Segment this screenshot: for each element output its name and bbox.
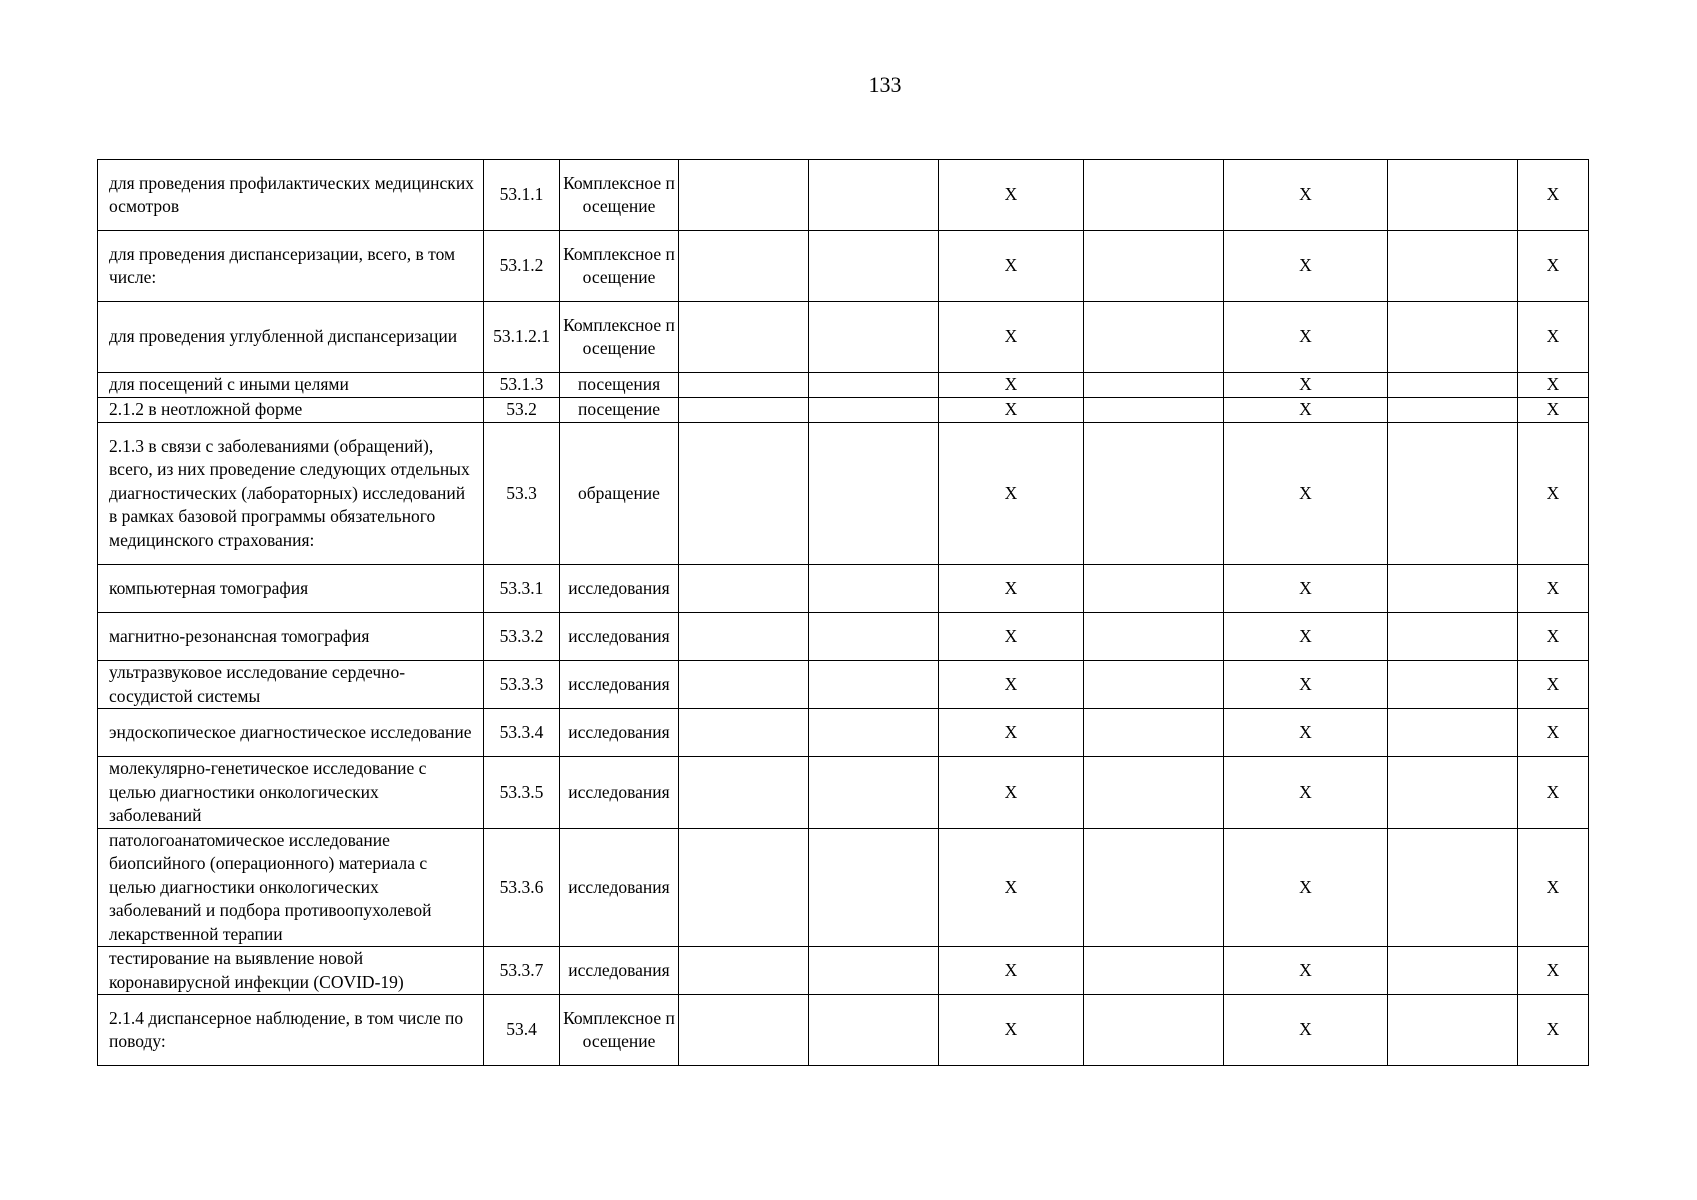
row-unit: посещение	[560, 398, 679, 423]
x-mark: X	[1518, 947, 1589, 995]
row-name: магнитно-резонансная томография	[98, 613, 484, 661]
row-code: 53.1.2	[484, 231, 560, 302]
empty-cell	[1084, 757, 1224, 829]
x-mark: X	[1518, 709, 1589, 757]
table-row	[98, 373, 1589, 398]
row-code: 53.3.5	[484, 757, 560, 829]
table-row	[98, 231, 1589, 302]
empty-cell	[1388, 661, 1518, 709]
empty-cell	[809, 613, 939, 661]
empty-cell	[679, 613, 809, 661]
empty-cell	[679, 231, 809, 302]
x-mark: X	[939, 661, 1084, 709]
x-mark: X	[1224, 423, 1388, 565]
row-unit: исследования	[560, 661, 679, 709]
x-mark: X	[1518, 828, 1589, 947]
empty-cell	[809, 373, 939, 398]
empty-cell	[679, 661, 809, 709]
empty-cell	[1084, 709, 1224, 757]
row-name: для проведения диспансеризации, всего, в том числе:	[98, 231, 484, 302]
x-mark: X	[939, 231, 1084, 302]
empty-cell	[679, 995, 809, 1066]
x-mark: X	[939, 302, 1084, 373]
x-mark: X	[1224, 947, 1388, 995]
row-code: 53.4	[484, 995, 560, 1066]
empty-cell	[1388, 947, 1518, 995]
row-name: молекулярно-генетическое исследование с целью диагностики онкологических заболеваний	[98, 757, 484, 829]
empty-cell	[1388, 373, 1518, 398]
empty-cell	[809, 661, 939, 709]
x-mark: X	[1518, 565, 1589, 613]
row-code: 53.3.4	[484, 709, 560, 757]
empty-cell	[679, 160, 809, 231]
row-unit: исследования	[560, 828, 679, 947]
empty-cell	[1084, 231, 1224, 302]
empty-cell	[1388, 398, 1518, 423]
row-unit: исследования	[560, 947, 679, 995]
row-unit: посещения	[560, 373, 679, 398]
empty-cell	[1388, 995, 1518, 1066]
empty-cell	[1084, 565, 1224, 613]
row-code: 53.1.2.1	[484, 302, 560, 373]
table-row	[98, 613, 1589, 661]
row-code: 53.3.6	[484, 828, 560, 947]
empty-cell	[809, 709, 939, 757]
x-mark: X	[1518, 231, 1589, 302]
x-mark: X	[1224, 709, 1388, 757]
row-name: патологоанатомическое исследование биопсийного (операционного) материала с целью диагностики онкологических заболеваний и подбора противоопухолевой лекарственной терапии	[98, 828, 484, 947]
row-name: ультразвуковое исследование сердечно-сосудистой системы	[98, 661, 484, 709]
empty-cell	[1388, 231, 1518, 302]
row-name: 2.1.2 в неотложной форме	[98, 398, 484, 423]
empty-cell	[809, 302, 939, 373]
x-mark: X	[1518, 995, 1589, 1066]
x-mark: X	[939, 160, 1084, 231]
row-name: 2.1.3 в связи с заболеваниями (обращений), всего, из них проведение следующих отдельных диагностических (лабораторных) исследований в рамках базовой программы обязательного медицинского страхования:	[98, 423, 484, 565]
empty-cell	[1084, 828, 1224, 947]
empty-cell	[809, 565, 939, 613]
x-mark: X	[939, 565, 1084, 613]
table-row	[98, 661, 1589, 709]
row-unit: исследования	[560, 709, 679, 757]
table-row	[98, 565, 1589, 613]
row-code: 53.3.2	[484, 613, 560, 661]
empty-cell	[1084, 661, 1224, 709]
empty-cell	[1084, 995, 1224, 1066]
x-mark: X	[1518, 302, 1589, 373]
empty-cell	[679, 828, 809, 947]
x-mark: X	[939, 995, 1084, 1066]
empty-cell	[1388, 302, 1518, 373]
data-table	[97, 159, 1589, 1066]
x-mark: X	[939, 947, 1084, 995]
row-name: тестирование на выявление новой коронавирусной инфекции (COVID-19)	[98, 947, 484, 995]
table-row	[98, 398, 1589, 423]
x-mark: X	[939, 373, 1084, 398]
row-name: для проведения углубленной диспансеризации	[98, 302, 484, 373]
table-row	[98, 828, 1589, 947]
table-row	[98, 757, 1589, 829]
empty-cell	[1388, 423, 1518, 565]
row-name: эндоскопическое диагностическое исследование	[98, 709, 484, 757]
row-name: 2.1.4 диспансерное наблюдение, в том числе по поводу:	[98, 995, 484, 1066]
x-mark: X	[1224, 613, 1388, 661]
x-mark: X	[1224, 160, 1388, 231]
x-mark: X	[1224, 565, 1388, 613]
empty-cell	[809, 398, 939, 423]
row-code: 53.3.1	[484, 565, 560, 613]
table-row	[98, 160, 1589, 231]
empty-cell	[809, 995, 939, 1066]
row-name: компьютерная томография	[98, 565, 484, 613]
x-mark: X	[939, 423, 1084, 565]
empty-cell	[1388, 757, 1518, 829]
empty-cell	[1084, 302, 1224, 373]
x-mark: X	[1224, 373, 1388, 398]
x-mark: X	[1518, 423, 1589, 565]
x-mark: X	[1518, 160, 1589, 231]
empty-cell	[1084, 613, 1224, 661]
x-mark: X	[939, 828, 1084, 947]
empty-cell	[809, 231, 939, 302]
row-code: 53.3.3	[484, 661, 560, 709]
row-code: 53.3.7	[484, 947, 560, 995]
x-mark: X	[939, 757, 1084, 829]
empty-cell	[679, 302, 809, 373]
x-mark: X	[1518, 661, 1589, 709]
table-row	[98, 709, 1589, 757]
row-unit: Комплексное посещение	[560, 160, 679, 231]
row-unit: исследования	[560, 565, 679, 613]
row-code: 53.2	[484, 398, 560, 423]
empty-cell	[679, 423, 809, 565]
empty-cell	[1084, 947, 1224, 995]
empty-cell	[679, 398, 809, 423]
empty-cell	[1084, 160, 1224, 231]
row-code: 53.1.3	[484, 373, 560, 398]
table-row	[98, 423, 1589, 565]
x-mark: X	[1224, 828, 1388, 947]
x-mark: X	[1518, 613, 1589, 661]
table-row	[98, 995, 1589, 1066]
x-mark: X	[1224, 661, 1388, 709]
row-unit: Комплексное посещение	[560, 231, 679, 302]
x-mark: X	[939, 709, 1084, 757]
row-unit: Комплексное посещение	[560, 995, 679, 1066]
empty-cell	[679, 947, 809, 995]
row-unit: Комплексное посещение	[560, 302, 679, 373]
page-number: 133	[868, 72, 902, 97]
x-mark: X	[1224, 302, 1388, 373]
row-code: 53.3	[484, 423, 560, 565]
x-mark: X	[1518, 373, 1589, 398]
empty-cell	[809, 160, 939, 231]
empty-cell	[1388, 828, 1518, 947]
x-mark: X	[1518, 757, 1589, 829]
row-unit: исследования	[560, 613, 679, 661]
row-name: для проведения профилактических медицинских осмотров	[98, 160, 484, 231]
x-mark: X	[939, 613, 1084, 661]
row-unit: исследования	[560, 757, 679, 829]
empty-cell	[1388, 565, 1518, 613]
row-code: 53.1.1	[484, 160, 560, 231]
empty-cell	[809, 757, 939, 829]
row-unit: обращение	[560, 423, 679, 565]
row-name: для посещений с иными целями	[98, 373, 484, 398]
x-mark: X	[1224, 757, 1388, 829]
x-mark: X	[1224, 231, 1388, 302]
empty-cell	[1388, 160, 1518, 231]
table-row	[98, 302, 1589, 373]
empty-cell	[679, 757, 809, 829]
x-mark: X	[939, 398, 1084, 423]
empty-cell	[1084, 398, 1224, 423]
empty-cell	[809, 423, 939, 565]
empty-cell	[679, 373, 809, 398]
empty-cell	[679, 709, 809, 757]
empty-cell	[1388, 613, 1518, 661]
x-mark: X	[1224, 398, 1388, 423]
empty-cell	[809, 828, 939, 947]
empty-cell	[1084, 373, 1224, 398]
table-row	[98, 947, 1589, 995]
empty-cell	[679, 565, 809, 613]
x-mark: X	[1518, 398, 1589, 423]
empty-cell	[1084, 423, 1224, 565]
x-mark: X	[1224, 995, 1388, 1066]
empty-cell	[809, 947, 939, 995]
empty-cell	[1388, 709, 1518, 757]
